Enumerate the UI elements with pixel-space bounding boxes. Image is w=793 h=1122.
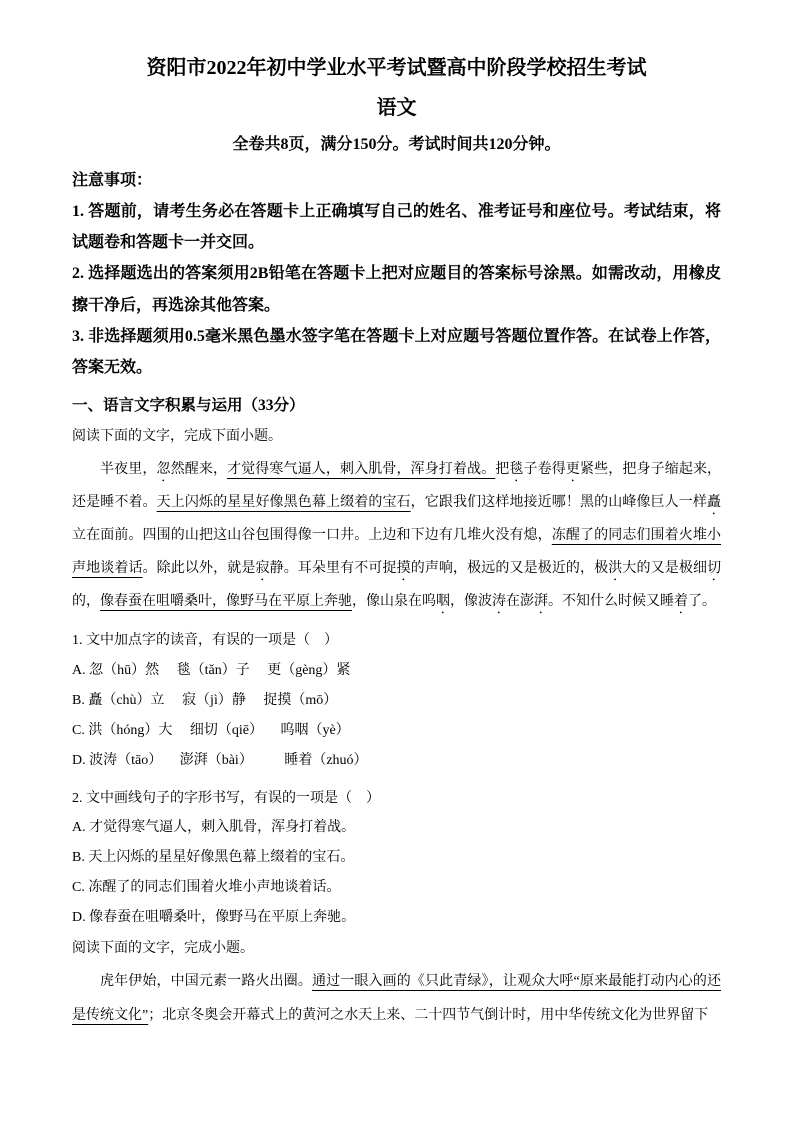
passage-1 [72, 453, 721, 618]
section-one-heading: 一、语言文字积累与运用（33分） [72, 397, 305, 415]
passage-segment: ；北京冬奥会开幕式上的黄河之水天上来、二十四节气倒计时，用中华传统文化为世界留下 [148, 1007, 709, 1023]
passage-segment: 的声响，极远的又是极近的，极 [410, 561, 609, 577]
emphasis-dot-char: 洪 [608, 561, 623, 577]
reading-instruction-1: 阅读下面的文字，完成下面小题。 [72, 428, 282, 444]
underlined-segment: 通过一眼入画的《只此青绿》，让观众大呼“原来最能打动内心的还是传统文化” [72, 974, 722, 1023]
question-1-option-b: B. 矗（chù）立 寂（jì）静 捉摸（mō） [72, 692, 338, 708]
subject-title: 语文 [376, 97, 417, 119]
passage-segment: 大的又是极细 [622, 561, 708, 577]
emphasis-dot-char: 涛 [492, 594, 506, 610]
passage-segment: 紧些，把身子缩起来，还是睡不着。 [72, 462, 722, 511]
passage-segment: ，像山泉在呜 [352, 594, 436, 610]
emphasis-dot-char: 寂 [255, 561, 270, 577]
passage-segment: 半夜里， [100, 462, 157, 478]
passage-segment: 在澎 [506, 594, 534, 610]
question-1-stem: 1. 文中加点字的读音，有误的一项是（ ） [72, 633, 338, 649]
emphasis-dot-char: 矗 [707, 495, 722, 511]
passage-segment: 的， [72, 594, 100, 610]
passage-segment: 静。耳朵里有不可捉 [269, 561, 397, 577]
emphasis-dot-char: 咽 [436, 594, 450, 610]
passage-segment: 。除此以外，就是 [142, 561, 256, 577]
exam-meta: 全卷共8页，满分150分。考试时间共120分钟。 [232, 136, 561, 153]
emphasis-dot-char: 湃 [534, 594, 548, 610]
passage-segment: 了。 [688, 594, 716, 610]
passage-2 [72, 965, 721, 1031]
question-2-option-d: D. 像春蚕在咀嚼桑叶，像野马在平原上奔驰。 [72, 909, 356, 925]
question-2-stem: 2. 文中画线句子的字形书写，有误的一项是（ ） [72, 790, 380, 806]
emphasis-dot-char: 摸 [396, 561, 411, 577]
question-2-option-c: C. 冻醒了的同志们围着火堆小声地谈着话。 [72, 879, 341, 895]
question-1-option-d: D. 波涛（tāo） 澎湃（bài） 睡着（zhuó） [72, 752, 368, 768]
notice-item-1: 1. 答题前，请考生务必在答题卡上正确填写自己的姓名、准考证号和座位号。考试结束，将试题卷和答题卡一并交回。 [72, 202, 721, 252]
passage-segment: 。不知什么时候又睡 [548, 594, 674, 610]
emphasis-dot-char: 毯 [509, 462, 524, 478]
notice-item-3: 3. 非选择题须用0.5毫米黑色墨水签字笔在答题卡上对应题号答题位置作答。在试卷上作答，答案无效。 [72, 327, 721, 376]
question-1-option-a: A. 忽（hū）然 毯（tǎn）子 更（gèng）紧 [72, 662, 351, 678]
question-2-option-a: A. 才觉得寒气逼人，刺入肌骨，浑身打着战。 [72, 819, 356, 835]
underlined-segment: 冻醒了的同志们围着火堆小声地谈着话 [72, 528, 722, 577]
underlined-segment: 天上闪烁的星星好像黑色幕上缀着的宝石 [156, 495, 411, 511]
exam-title: 资阳市2022年初中学业水平考试暨高中阶段学校招生考试 [146, 57, 647, 79]
emphasis-dot-char: 着 [674, 594, 688, 610]
passage-segment: ，它跟我们这样地接近哪！黑的山峰像巨人一样 [410, 495, 708, 511]
reading-instruction-2: 阅读下面的文字，完成小题。 [72, 940, 254, 956]
notice-item-2: 2. 选择题选出的答案须用2B铅笔在答题卡上把对应题目的答案标号涂黑。如需改动，用橡皮擦干净后，再选涂其他答案。 [72, 265, 721, 314]
notices-heading: 注意事项： [72, 171, 153, 189]
passage-segment: 虎年伊始，中国元素一路火出圈。 [100, 974, 312, 990]
passage-segment: 把 [495, 462, 510, 478]
question-2-option-b: B. 天上闪烁的星星好像黑色幕上缀着的宝石。 [72, 849, 355, 865]
passage-segment: 立在面前。四围的山把这山谷包围得像一口井。上边和下边有几堆火没有熄， [72, 528, 552, 544]
underlined-segment: 像春蚕在咀嚼桑叶，像野马在平原上奔驰 [100, 594, 352, 610]
passage-segment: ，像波 [450, 594, 492, 610]
emphasis-dot-char: 更 [565, 462, 581, 478]
question-1-option-c: C. 洪（hóng）大 细切（qiē） 呜咽（yè） [72, 722, 350, 738]
emphasis-dot-char: 忽 [156, 462, 171, 478]
emphasis-dot-char: 切 [707, 561, 722, 577]
passage-segment: 子卷得 [523, 462, 566, 478]
passage-segment: 然醒来， [170, 462, 228, 478]
underlined-segment: 才觉得寒气逼人，刺入肌骨，浑身打着战。 [227, 462, 496, 478]
